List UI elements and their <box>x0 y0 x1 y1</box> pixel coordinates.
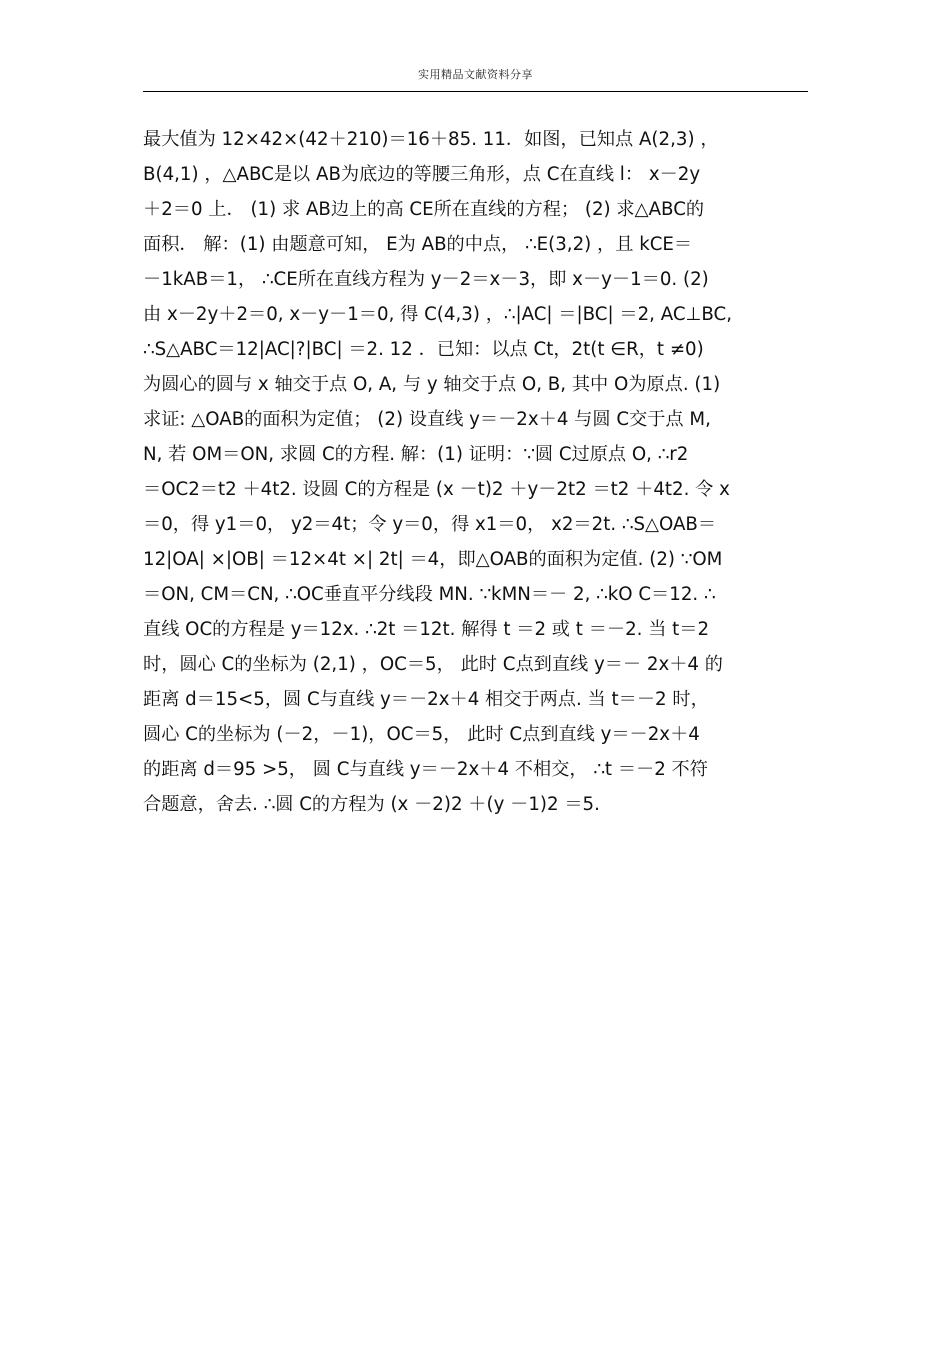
header-rule <box>143 91 808 92</box>
running-header: 实用精品文献资料分享 <box>418 68 533 81</box>
text-line: 合题意，舍去. ∴圆 C的方程为 (x －2)2 ＋(y －1)2 ＝5. <box>143 794 600 815</box>
text-line: －1kAB＝1， ∴CE所在直线方程为 y－2＝x－3，即 x－y－1＝0. (2) <box>143 269 709 290</box>
text-line: N, 若 OM＝ON, 求圆 C的方程. 解：(1) 证明：∵圆 C过原点 O, ∴r2 <box>143 444 689 465</box>
text-line: 的距离 d＝95 >5， 圆 C与直线 y＝－2x＋4 不相交， ∴t ＝－2 不符 <box>143 759 708 780</box>
text-line: 求证: △OAB的面积为定值； (2) 设直线 y＝－2x＋4 与圆 C交于点 M, <box>143 409 711 430</box>
text-line: ＝0，得 y1＝0， y2＝4t；令 y＝0，得 x1＝0， x2＝2t. ∴S△OAB＝ <box>143 514 717 535</box>
text-line: 直线 OC的方程是 y＝12x. ∴2t ＝12t. 解得 t ＝2 或 t ＝－2. 当 t＝2 <box>143 619 710 640</box>
text-line: 最大值为 12×42×(42＋210)＝16＋85. 11．如图，已知点 A(2,3) ， <box>143 129 719 150</box>
body-text <box>143 122 808 822</box>
text-line: 12|OA| ×|OB| ＝12×4t ×| 2t| ＝4，即△OAB的面积为定值. (2) ∵OM <box>143 549 723 570</box>
text-line: 为圆心的圆与 x 轴交于点 O, A, 与 y 轴交于点 O, B, 其中 O为原点. (1) <box>143 374 721 395</box>
text-line: ＝OC2＝t2 ＋4t2. 设圆 C的方程是 (x －t)2 ＋y－2t2 ＝t2 ＋4t2. 令 x <box>143 479 730 500</box>
text-line: 时，圆心 C的坐标为 (2,1) ，OC＝5， 此时 C点到直线 y＝－ 2x＋4 的 <box>143 654 723 675</box>
text-line: 面积． 解：(1) 由题意可知， E为 AB的中点， ∴E(3,2) ，且 kCE＝ <box>143 234 693 255</box>
text-line: 由 x－2y＋2＝0, x－y－1＝0, 得 C(4,3) ，∴|AC| ＝|BC| ＝2, AC⊥BC, <box>143 304 733 325</box>
text-line: 圆心 C的坐标为 (－2，－1)，OC＝5， 此时 C点到直线 y＝－2x＋4 <box>143 724 700 745</box>
text-line: ＋2＝0 上． (1) 求 AB边上的高 CE所在直线的方程； (2) 求△ABC的 <box>143 199 705 220</box>
text-line: ＝ON, CM＝CN, ∴OC垂直平分线段 MN. ∵kMN＝－ 2, ∴kO C＝12. ∴ <box>143 584 716 605</box>
text-line: 距离 d＝15<5，圆 C与直线 y＝－2x＋4 相交于两点. 当 t＝－2 时， <box>143 689 709 710</box>
text-line: ∴S△ABC＝12|AC|?|BC| ＝2. 12 ．已知：以点 Ct，2t(t ∈R，t ≠0) <box>143 339 704 360</box>
text-line: B(4,1) ，△ABC是以 AB为底边的等腰三角形，点 C在直线 l： x－2y <box>143 164 701 185</box>
